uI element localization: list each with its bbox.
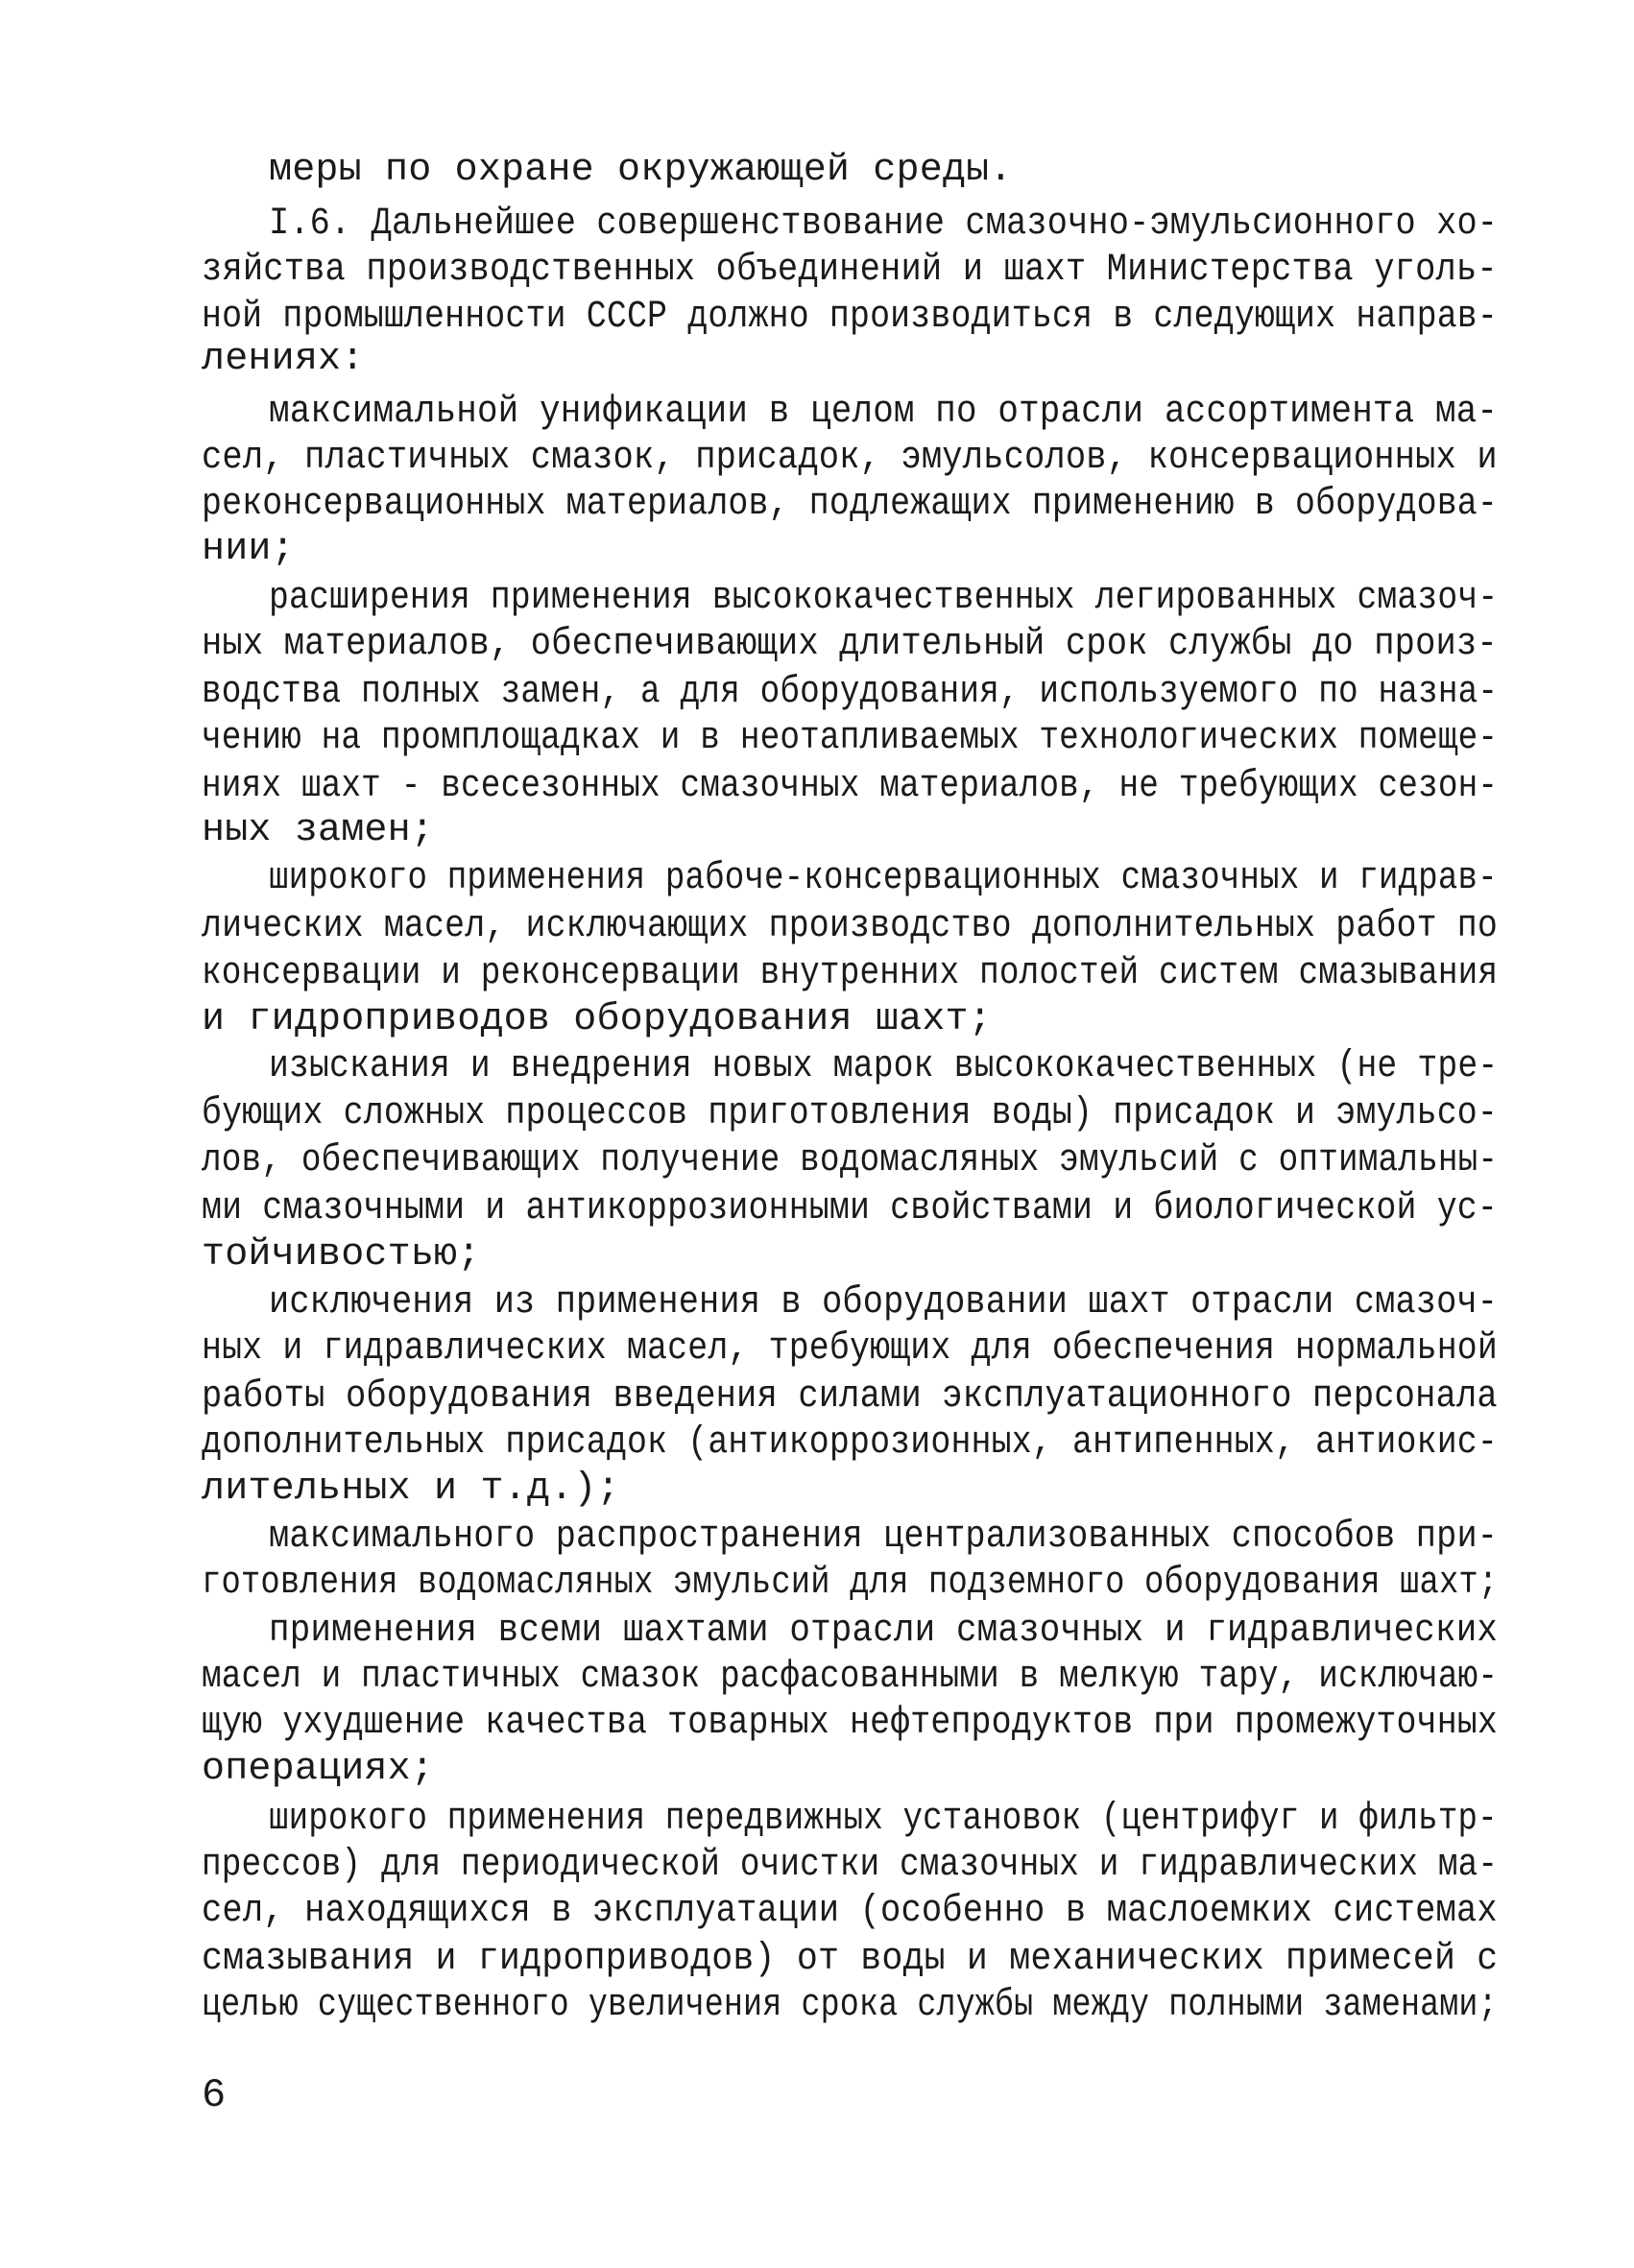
text-line: применения всеми шахтами отрасли смазочных и гидравлических [269, 1610, 1499, 1653]
text-line: изыскания и внедрения новых марок высококачественных (не тре- [269, 1045, 1499, 1088]
text-line: смазывания и гидроприводов) от воды и механических примесей с [202, 1938, 1499, 1981]
page-number: 6 [202, 2072, 227, 2118]
text-line: лов, обеспечивающих получение водомасляных эмульсий с оптимальны- [202, 1139, 1499, 1182]
text-line: лительных и т.д.); [202, 1468, 620, 1511]
text-line: зяйства производственных объединений и шахт Министерства уголь- [202, 249, 1498, 292]
text-line: дополнительных присадок (антикоррозионных, антипенных, антиокис- [202, 1421, 1499, 1465]
text-line: прессов) для периодической очистки смазочных и гидравлических ма- [202, 1844, 1499, 1887]
text-line: максимального распространения централизованных способов при- [269, 1516, 1499, 1559]
text-line: I.6. Дальнейшее совершенствование смазочно-эмульсионного хо- [269, 203, 1499, 246]
text-line: водства полных замен, а для оборудования, используемого по назна- [202, 671, 1499, 714]
text-line: ных и гидравлических масел, требующих для обеспечения нормальной [202, 1327, 1499, 1371]
text-line: широкого применения рабоче-консервационных смазочных и гидрав- [269, 857, 1498, 900]
text-line: ных замен; [202, 809, 435, 852]
text-line: целью существенного увеличения срока службы между полными заменами; [202, 1984, 1498, 2027]
text-line: ной промышленности СССР должно производиться в следующих направ- [202, 296, 1499, 339]
text-line: нии; [202, 528, 295, 571]
text-line: меры по охране окружающей среды. [269, 149, 1013, 192]
text-line: расширения применения высококачественных легированных смазоч- [269, 577, 1499, 620]
text-line: лических масел, исключающих производство дополнительных работ по [202, 905, 1499, 948]
text-line: работы оборудования введения силами эксплуатационного персонала [202, 1375, 1498, 1419]
text-line: ниях шахт - всесезонных смазочных материалов, не требующих сезон- [202, 765, 1499, 808]
text-line: масел и пластичных смазок расфасованными в мелкую тару, исключаю- [202, 1656, 1499, 1699]
text-line: консервации и реконсервации внутренних полостей систем смазывания [202, 952, 1499, 995]
text-line: щую ухудшение качества товарных нефтепродуктов при промежуточных [202, 1702, 1499, 1745]
text-line: ми смазочными и антикоррозионными свойствами и биологической ус- [202, 1187, 1499, 1230]
text-line: тойчивостью; [202, 1233, 481, 1277]
text-line: сел, пластичных смазок, присадок, эмульсолов, консервационных и [202, 437, 1498, 480]
text-line: широкого применения передвижных установок (центрифуг и фильтр- [269, 1798, 1498, 1841]
text-line: операциях; [202, 1748, 435, 1791]
text-line: лениях: [202, 338, 365, 381]
text-line: исключения из применения в оборудовании шахт отрасли смазоч- [269, 1281, 1499, 1325]
text-line: максимальной унификации в целом по отрасли ассортимента ма- [269, 391, 1499, 434]
text-line: готовления водомасляных эмульсий для подземного оборудования шахт; [202, 1562, 1499, 1605]
text-line: бующих сложных процессов приготовления воды) присадок и эмульсо- [202, 1092, 1499, 1135]
text-line: реконсервационных материалов, подлежащих применению в оборудова- [202, 483, 1499, 526]
text-line: чению на промплощадках и в неотапливаемых технологических помеще- [202, 717, 1499, 760]
text-line: и гидроприводов оборудования шахт; [202, 998, 992, 1041]
text-line: ных материалов, обеспечивающих длительный срок службы до произ- [202, 623, 1498, 666]
text-line: сел, находящихся в эксплуатации (особенно в маслоемких системах [202, 1890, 1498, 1933]
